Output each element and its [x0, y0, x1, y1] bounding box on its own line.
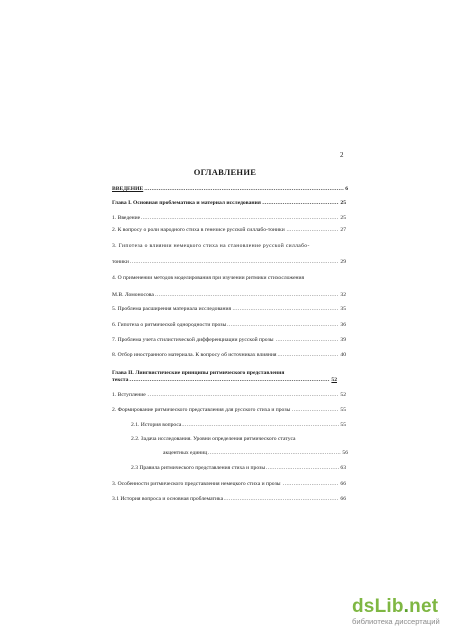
toc-entry-page: 52 — [331, 377, 337, 383]
page-number: 2 — [340, 151, 344, 159]
toc-entry-title: ВВЕДЕНИЕ — [112, 186, 144, 192]
toc-entry-page: 39 — [340, 337, 346, 343]
toc-entry-title: 7. Проблема учета стилистической дифференциации русской прозы — [112, 337, 274, 343]
toc-entry — [112, 275, 346, 282]
toc-entry — [112, 186, 348, 193]
toc-entry — [112, 337, 346, 344]
toc-entry — [112, 306, 346, 313]
toc-entry — [112, 215, 346, 222]
toc-entry — [112, 481, 346, 488]
toc-entry — [112, 392, 346, 399]
toc-entry-title: 2.1. История вопроса — [131, 422, 182, 428]
toc-entry-title: 3.1 История вопроса и основная проблематика — [112, 496, 224, 502]
toc-entry-page: 66 — [340, 481, 346, 487]
toc-entry-title: Глава II. Лингвистические принципы ритмического представления — [112, 370, 285, 376]
toc-entry — [112, 496, 346, 503]
toc-entry-title: тоники — [112, 259, 129, 265]
toc-entry — [131, 422, 346, 429]
toc-entry-title: 3. Гипотеза о влиянии немецкого стиха на становление русской силлабо- — [112, 243, 310, 249]
toc-entry-title: 2. К вопросу о роли народного стиха в генезисе русской силлабо-тоники — [112, 227, 285, 233]
toc-entry — [131, 465, 346, 472]
toc-entry-page: 36 — [340, 322, 346, 328]
toc-entry-page: 25 — [340, 200, 346, 206]
toc-entry-page: 66 — [340, 496, 346, 502]
toc-entry-title: акцентных единиц — [163, 450, 208, 456]
toc-entry-page: 63 — [340, 465, 346, 471]
toc-entry — [131, 436, 346, 443]
toc-entry-title: 3. Особенности ритмического представления немецкого стиха и прозы — [112, 481, 281, 487]
toc-entry-title: М.В. Ломоносова — [112, 292, 154, 298]
toc-entry — [112, 352, 346, 359]
toc-entry-title: текста — [112, 377, 129, 383]
toc-entry — [112, 259, 346, 266]
toc-entry — [112, 200, 346, 207]
toc-entry-title: 6. Гипотеза о ритмической однородности прозы — [112, 322, 227, 328]
toc-entry-title: 1. Вступление — [112, 392, 146, 398]
toc-entry — [112, 292, 346, 299]
toc-entry-title: 2.2. Задача исследования. Уровни определения ритмического статуса — [131, 436, 296, 442]
toc-entry-title: 2. Формирование ритмического представления для русского стиха и прозы — [112, 407, 291, 413]
toc-entry-page: 40 — [340, 352, 346, 358]
toc-entry — [112, 407, 346, 414]
toc-entry-title: 2.3 Правила ритмического представления стиха и прозы — [131, 465, 266, 471]
toc-entry — [163, 450, 348, 457]
toc-entry-page: 6 — [345, 186, 348, 192]
toc-entry — [112, 243, 346, 250]
toc-entry-title: 1. Введение — [112, 215, 141, 221]
toc-entry-title: Глава I. Основная проблематика и материал исследования — [112, 200, 261, 206]
toc-entry-page: 55 — [340, 422, 346, 428]
toc-entry — [112, 377, 337, 384]
toc-entry-title: 4. О применении методов моделирования при изучении ритмики стихосложения — [112, 275, 305, 281]
toc-entry-title: 8. Отбор иностранного материала. К вопросу об источниках влияния — [112, 352, 277, 358]
toc-entry — [112, 227, 346, 234]
toc-entry-page: 52 — [340, 392, 346, 398]
toc-entry-page: 29 — [340, 259, 346, 265]
watermark-logo: dsLib.net — [352, 596, 439, 617]
toc-entry-page: 56 — [342, 450, 348, 456]
watermark-subtitle: библиотека диссертаций — [352, 617, 440, 626]
toc-entry-page: 25 — [340, 215, 346, 221]
toc-entry-page: 35 — [340, 306, 346, 312]
toc-entry — [112, 370, 346, 377]
toc-entry — [112, 322, 346, 329]
toc-entry-title: 5. Проблема расширения материала исследования — [112, 306, 232, 312]
toc-entry-page: 27 — [340, 227, 346, 233]
page-title: ОГЛАВЛЕНИЕ — [193, 167, 257, 177]
toc-entry-page: 55 — [340, 407, 346, 413]
toc-entry-page: 32 — [340, 292, 346, 298]
watermark — [352, 596, 447, 626]
